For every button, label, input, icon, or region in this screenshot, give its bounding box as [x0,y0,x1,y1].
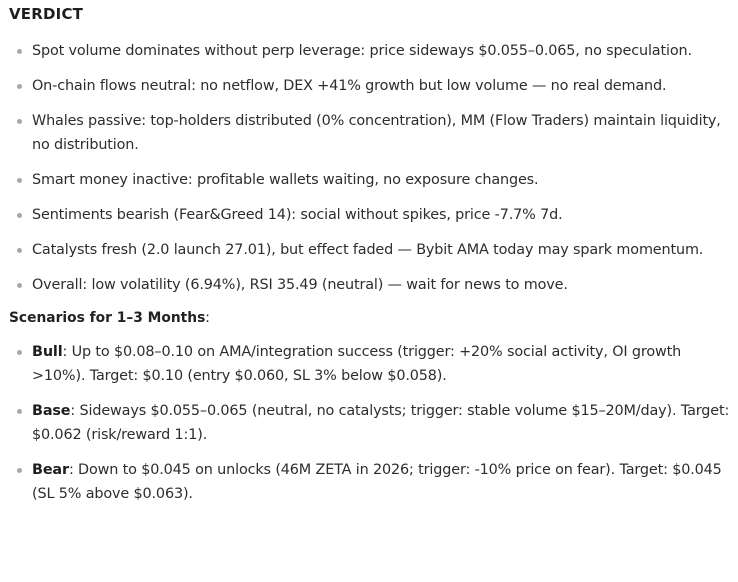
bullet-icon [17,468,22,473]
bullet-icon [17,283,22,288]
verdict-item-text: Overall: low volatility (6.94%), RSI 35.49 (neutral) — wait for news to move. [32,277,568,293]
scenario-item-base [9,399,738,447]
scenario-text: : Sideways $0.055–0.065 (neutral, no catalysts; trigger: stable volume $15–20M/day). Target: $0.062 (risk/reward 1:1). [32,403,730,443]
verdict-item [9,74,738,98]
scenario-label: Bull [32,344,63,360]
verdict-list [9,39,738,297]
verdict-item [9,39,738,63]
verdict-item-text: Sentiments bearish (Fear&Greed 14): social without spikes, price -7.7% 7d. [32,207,563,223]
verdict-item-text: Spot volume dominates without perp leverage: price sideways $0.055–0.065, no speculation. [32,43,692,59]
scenarios-list [9,340,738,506]
scenario-item-bull [9,340,738,388]
bullet-icon [17,409,22,414]
verdict-item-text: Whales passive: top-holders distributed (0% concentration), MM (Flow Traders) maintain liquidity, no distribution. [32,113,721,153]
verdict-item [9,168,738,192]
verdict-item [9,238,738,262]
bullet-icon [17,248,22,253]
verdict-item [9,203,738,227]
scenarios-heading-suffix: : [205,310,210,326]
bullet-icon [17,350,22,355]
verdict-item-text: Catalysts fresh (2.0 launch 27.01), but effect faded — Bybit AMA today may spark momentum. [32,242,704,258]
bullet-icon [17,178,22,183]
scenario-text: : Down to $0.045 on unlocks (46M ZETA in 2026; trigger: -10% price on fear). Target: $0.045 (SL 5% above $0.063). [32,462,722,502]
verdict-item [9,273,738,297]
bullet-icon [17,84,22,89]
verdict-item [9,109,738,157]
scenario-label: Bear [32,462,69,478]
scenario-item-bear [9,458,738,506]
verdict-heading: VERDICT [9,5,84,23]
scenario-text: : Up to $0.08–0.10 on AMA/integration success (trigger: +20% social activity, OI growth >10%). Target: $0.10 (entry $0.060, SL 3% below $0.058). [32,344,682,384]
bullet-icon [17,119,22,124]
bullet-icon [17,49,22,54]
verdict-item-text: Smart money inactive: profitable wallets waiting, no exposure changes. [32,172,539,188]
bullet-icon [17,213,22,218]
scenario-label: Base [32,403,71,419]
verdict-item-text: On-chain flows neutral: no netflow, DEX +41% growth but low volume — no real demand. [32,78,667,94]
scenarios-heading-bold: Scenarios for 1–3 Months [9,310,206,326]
scenarios-heading [9,308,738,328]
